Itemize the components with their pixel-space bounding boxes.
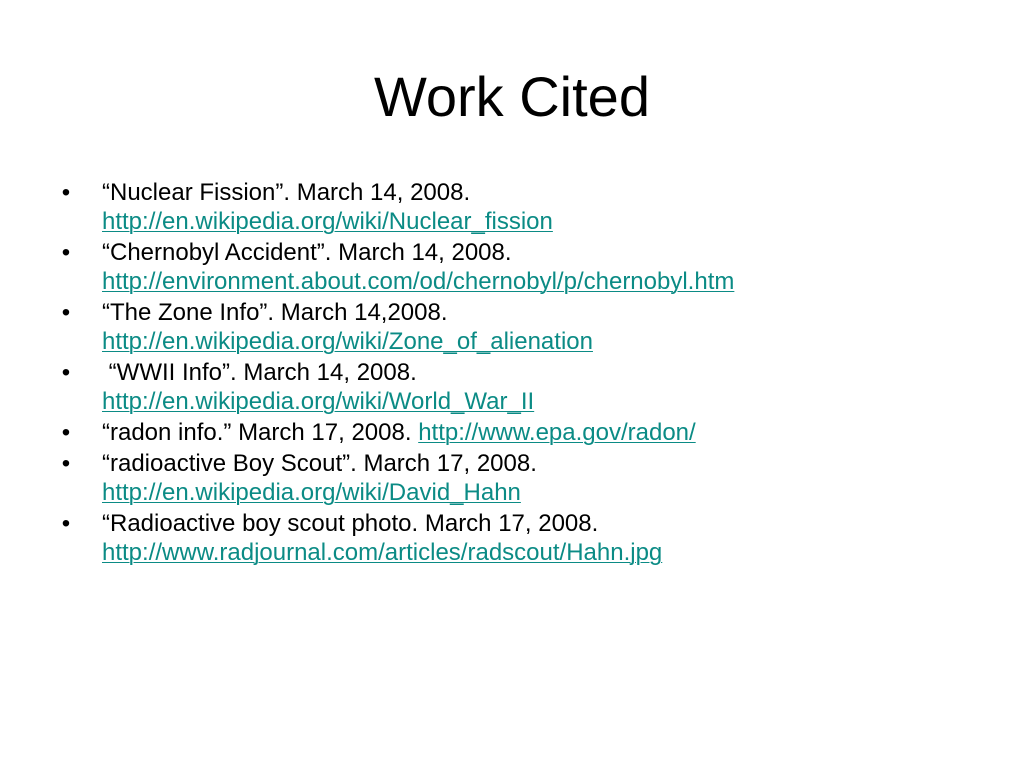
bullet-icon: • xyxy=(61,179,71,206)
reference-item xyxy=(56,298,976,356)
reference-link[interactable]: http://www.epa.gov/radon/ xyxy=(418,419,696,446)
reference-text: “Nuclear Fission”. March 14, 2008. xyxy=(102,179,471,206)
reference-text: “radon info.” March 17, 2008. xyxy=(102,419,412,446)
bullet-icon: • xyxy=(61,359,71,386)
reference-item xyxy=(56,418,976,447)
reference-item xyxy=(56,509,976,567)
reference-text: “Chernobyl Accident”. March 14, 2008. xyxy=(102,239,512,266)
reference-item xyxy=(56,178,976,236)
bullet-icon: • xyxy=(61,299,71,326)
reference-item xyxy=(56,238,976,296)
bullet-icon: • xyxy=(61,510,71,537)
reference-link[interactable]: http://en.wikipedia.org/wiki/Zone_of_alienation xyxy=(102,328,593,355)
slide-title: Work Cited xyxy=(374,65,650,128)
reference-text: “Radioactive boy scout photo. March 17, 2008. xyxy=(102,510,599,537)
reference-link[interactable]: http://en.wikipedia.org/wiki/Nuclear_fission xyxy=(102,208,553,235)
reference-link[interactable]: http://www.radjournal.com/articles/radscout/Hahn.jpg xyxy=(102,539,663,566)
reference-text: “The Zone Info”. March 14,2008. xyxy=(102,299,448,326)
reference-text: “radioactive Boy Scout”. March 17, 2008. xyxy=(102,450,537,477)
reference-link[interactable]: http://en.wikipedia.org/wiki/World_War_II xyxy=(102,388,535,415)
reference-item xyxy=(56,449,976,507)
reference-item xyxy=(56,358,976,416)
reference-link[interactable]: http://en.wikipedia.org/wiki/David_Hahn xyxy=(102,479,521,506)
reference-list xyxy=(56,178,976,569)
reference-link[interactable]: http://environment.about.com/od/chernobyl/p/chernobyl.htm xyxy=(102,268,735,295)
bullet-icon: • xyxy=(61,239,71,266)
reference-text: “WWII Info”. March 14, 2008. xyxy=(102,359,417,386)
bullet-icon: • xyxy=(61,419,71,446)
bullet-icon: • xyxy=(61,450,71,477)
